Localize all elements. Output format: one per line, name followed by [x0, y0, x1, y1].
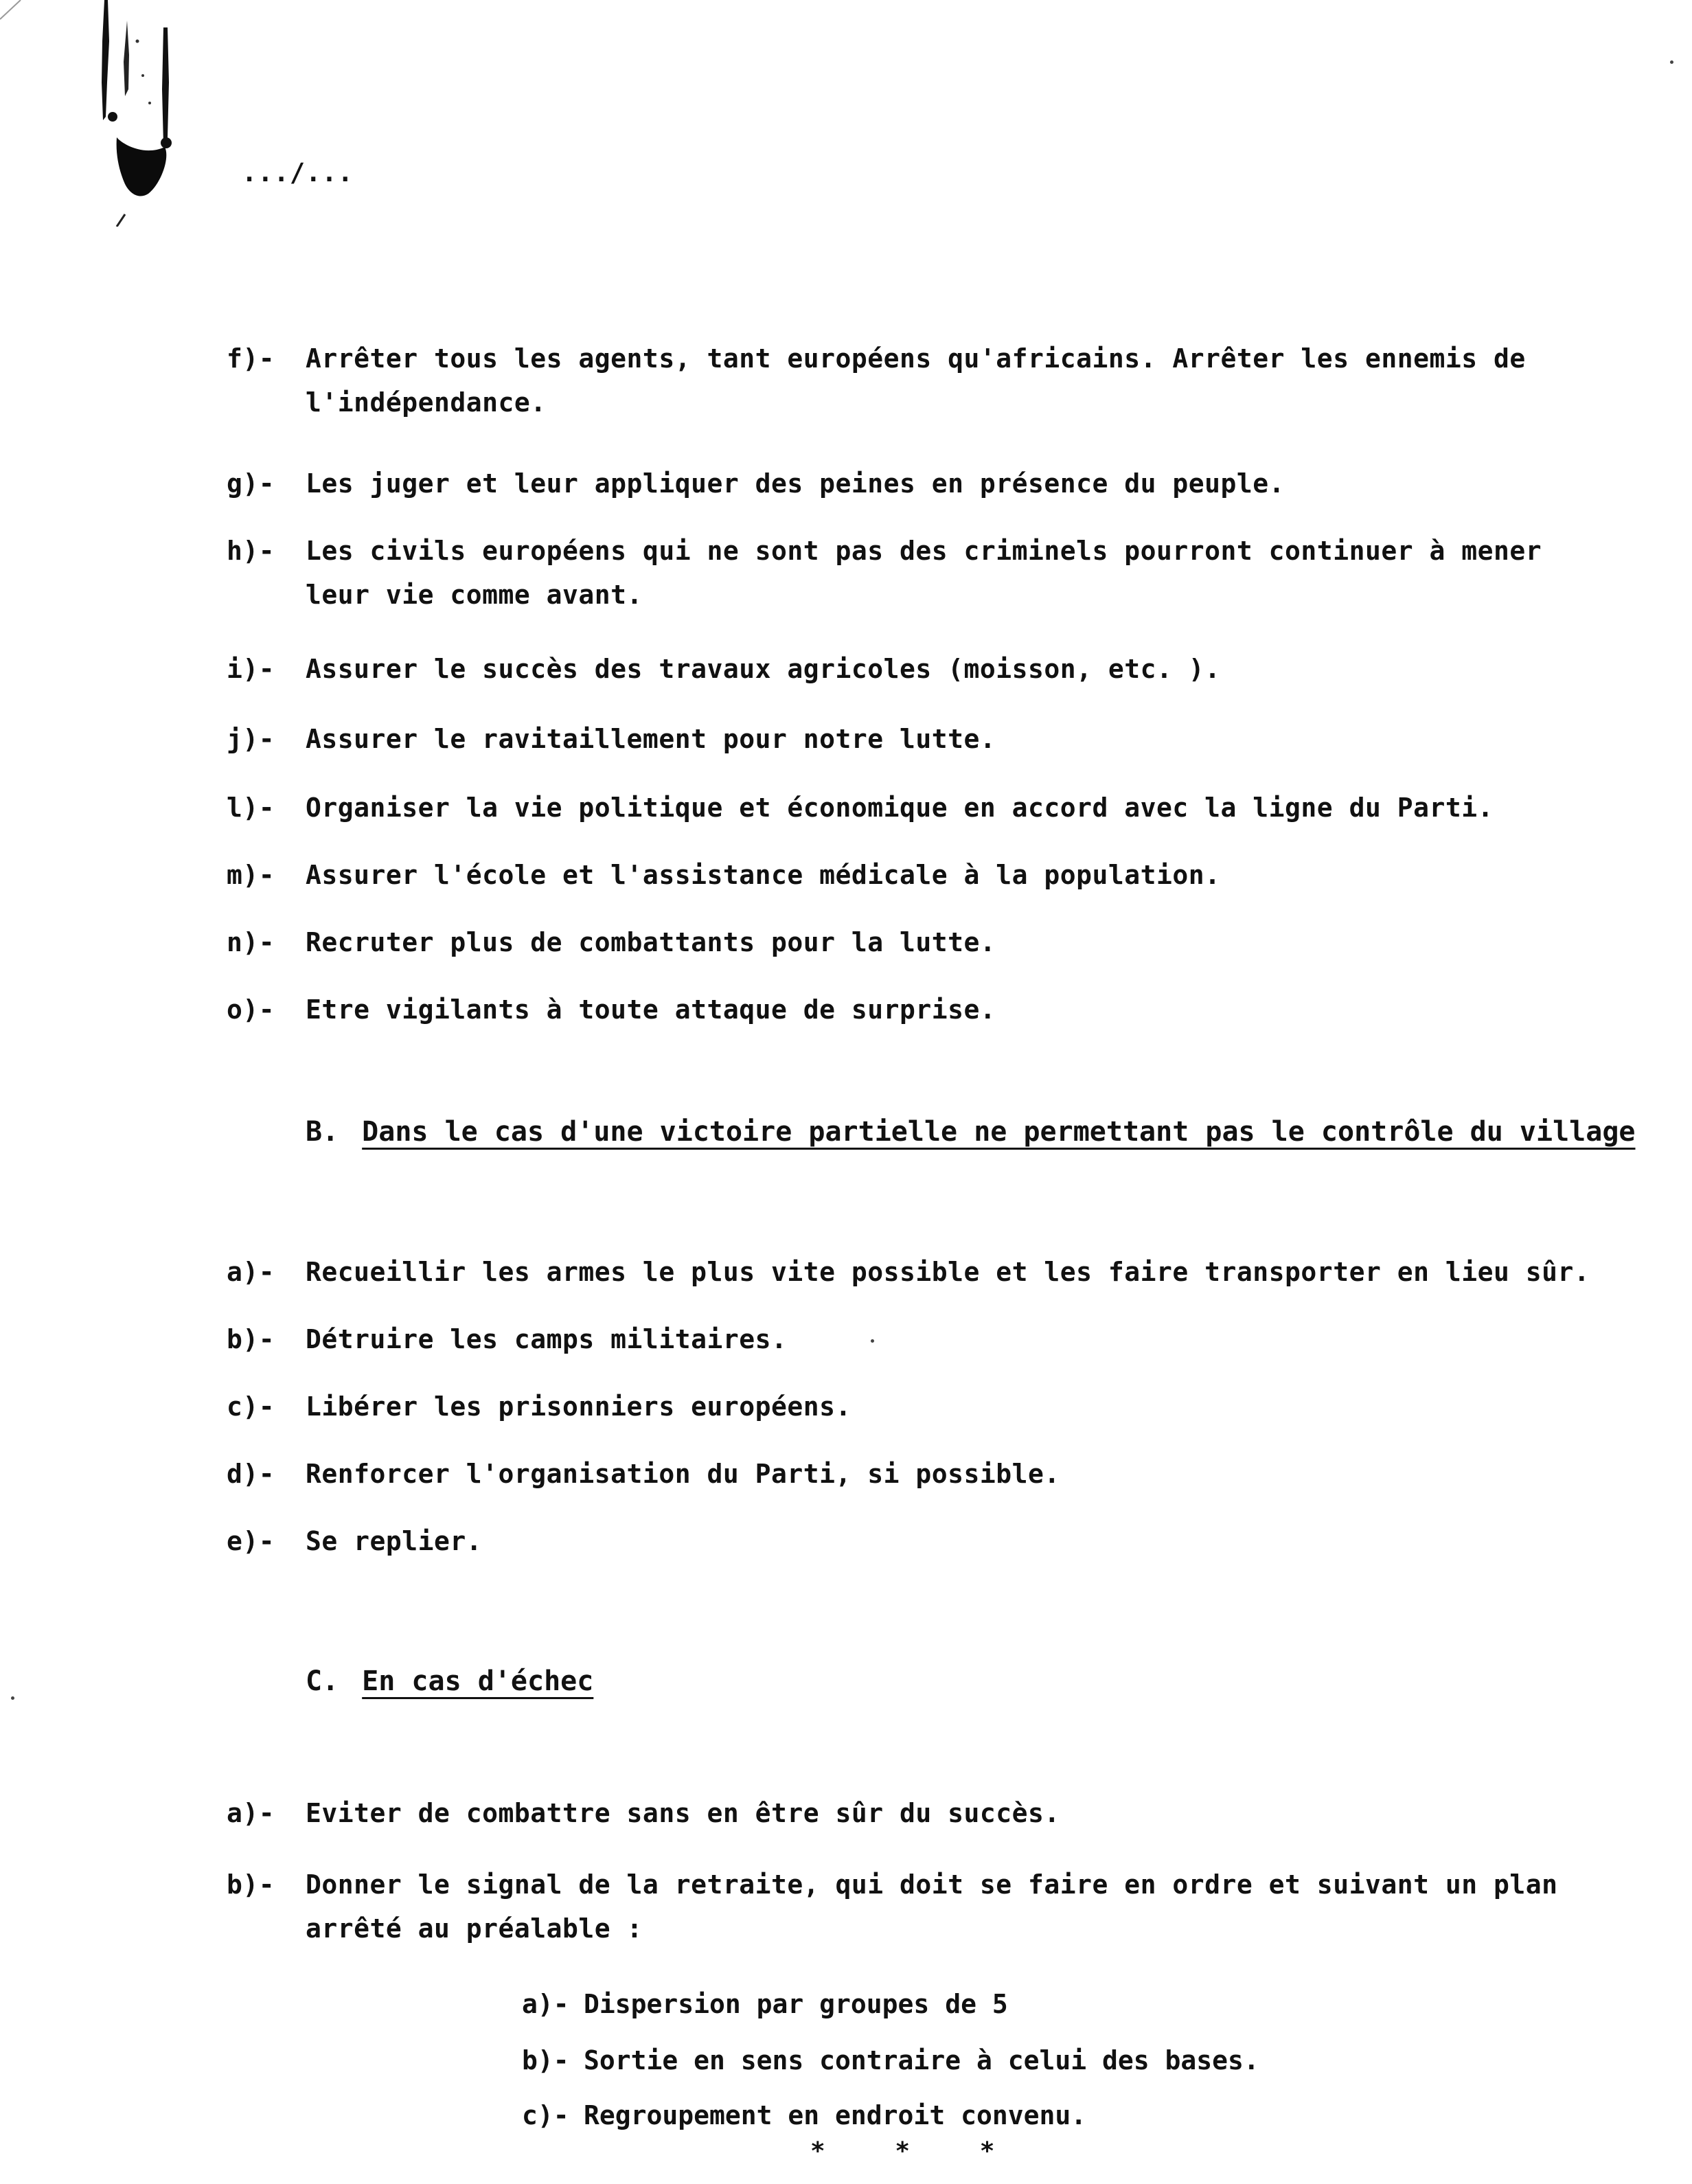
scan-speck [871, 1339, 874, 1343]
corner-line [0, 0, 27, 27]
item-text: Dispersion par groupes de 5 [584, 1989, 1008, 2019]
item-label: o)- [227, 994, 275, 1025]
ink-stain [89, 0, 192, 227]
list-item [227, 1452, 1621, 1496]
item-text: Donner le signal de la retraite, qui doit se faire en ordre et suivant un plan arrêté au préalable : [306, 1869, 1558, 1944]
scan-speck [11, 1696, 14, 1700]
item-label: a)- [227, 1257, 275, 1287]
item-label: e)- [227, 1526, 275, 1556]
item-text: Les juger et leur appliquer des peines en présence du peuple. [306, 468, 1285, 499]
item-text: Regroupement en endroit convenu. [584, 2100, 1087, 2130]
item-label: c)- [522, 2100, 569, 2130]
item-label: f)- [227, 343, 275, 374]
item-text: Assurer l'école et l'assistance médicale à la population. [306, 860, 1221, 890]
list-item [227, 1317, 1621, 1361]
item-label: a)- [227, 1798, 275, 1828]
section-title: En cas d'échec [362, 1665, 594, 1697]
list-item [227, 786, 1621, 830]
item-label: b)- [227, 1869, 275, 1900]
item-text: Arrêter tous les agents, tant européens qu'africains. Arrêter les ennemis de l'indépendance. [306, 343, 1526, 418]
item-text: Sortie en sens contraire à celui des bases. [584, 2045, 1259, 2075]
item-text: Assurer le ravitaillement pour notre lutte. [306, 724, 996, 754]
list-item [227, 1250, 1621, 1294]
item-label: c)- [227, 1391, 275, 1422]
item-text: Détruire les camps militaires. [306, 1324, 788, 1354]
list-item [227, 647, 1621, 691]
list-item [227, 529, 1621, 617]
sub-list-item [522, 2093, 1086, 2137]
list-item [227, 988, 1621, 1032]
scan-speck [1670, 60, 1673, 64]
list-item [227, 1385, 1621, 1429]
item-label: a)- [522, 1989, 569, 2019]
end-stars: * * * [810, 2137, 1022, 2165]
section-title: Dans le cas d'une victoire partielle ne permettant pas le contrôle du village [362, 1116, 1636, 1148]
list-item [227, 1863, 1621, 1950]
item-text: Organiser la vie politique et économique en accord avec la ligne du Parti. [306, 793, 1494, 823]
sub-list-item [522, 2038, 1259, 2082]
list-item [227, 920, 1621, 964]
item-label: l)- [227, 793, 275, 823]
item-label: m)- [227, 860, 275, 890]
list-item [227, 462, 1621, 505]
item-label: j)- [227, 724, 275, 754]
item-text: Les civils européens qui ne sont pas des criminels pourront continuer à mener leur vie comme avant. [306, 536, 1542, 610]
item-label: h)- [227, 536, 275, 566]
list-item [227, 853, 1621, 897]
item-label: n)- [227, 927, 275, 957]
item-text: Assurer le succès des travaux agricoles (moisson, etc. ). [306, 654, 1221, 684]
list-item [227, 1519, 1621, 1563]
list-item [227, 337, 1621, 424]
item-label: i)- [227, 654, 275, 684]
item-label: g)- [227, 468, 275, 499]
item-text: Recruter plus de combattants pour la lutte. [306, 927, 996, 957]
item-text: Eviter de combattre sans en être sûr du succès. [306, 1798, 1060, 1828]
continuation-mark: .../... [242, 158, 354, 187]
section-heading-c [306, 1665, 593, 1697]
sub-list-item [522, 1982, 1008, 2026]
section-letter: C. [306, 1665, 339, 1697]
item-text: Renforcer l'organisation du Parti, si possible. [306, 1459, 1060, 1489]
section-heading-b [306, 1116, 1636, 1148]
item-label: b)- [227, 1324, 275, 1354]
item-text: Se replier. [306, 1526, 483, 1556]
item-text: Libérer les prisonniers européens. [306, 1391, 851, 1422]
list-item [227, 1791, 1621, 1835]
item-label: d)- [227, 1459, 275, 1489]
item-label: b)- [522, 2045, 569, 2075]
section-letter: B. [306, 1116, 339, 1148]
item-text: Etre vigilants à toute attaque de surprise. [306, 994, 996, 1025]
item-text: Recueillir les armes le plus vite possible et les faire transporter en lieu sûr. [306, 1257, 1590, 1287]
list-item [227, 717, 1621, 761]
